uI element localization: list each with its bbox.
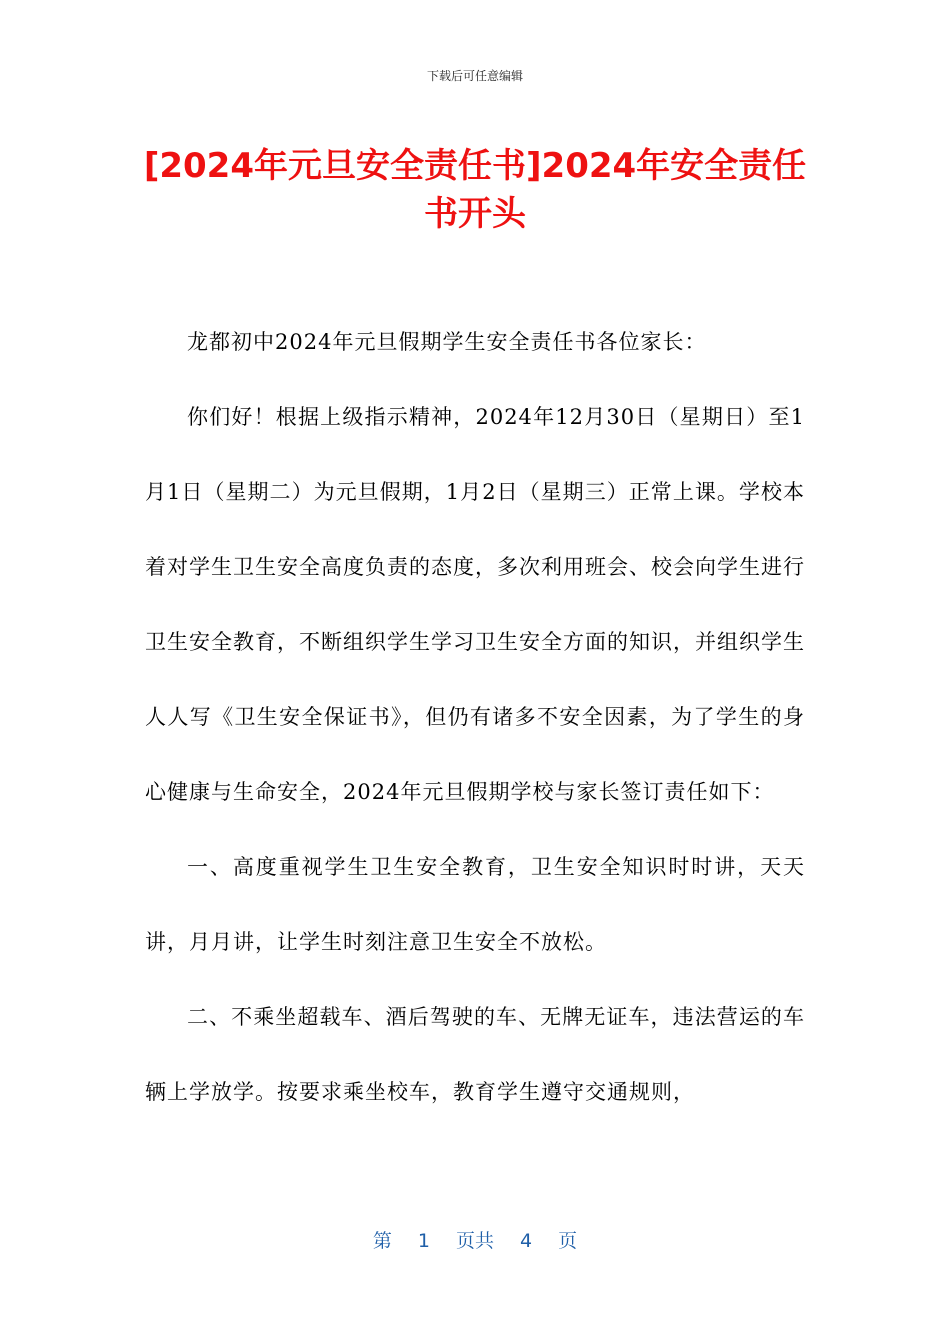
footer-total-pages: 4 [520, 1230, 533, 1252]
document-body [145, 305, 805, 1130]
footer-middle: 页共 [455, 1230, 494, 1252]
page-footer [0, 1226, 950, 1253]
footer-suffix: 页 [558, 1230, 578, 1252]
paragraph-intro: 你们好！根据上级指示精神，2024年12月30日（星期日）至1月1日（星期二）为元旦假期，1月2日（星期三）正常上课。学校本着对学生卫生安全高度负责的态度，多次利用班会、校会向学生进行卫生安全教育，不断组织学生学习卫生安全方面的知识，并组织学生人人写《卫生安全保证书》，但仍有诸多不安全因素，为了学生的身心健康与生命安全，2024年元旦假期学校与家长签订责任如下： [145, 405, 805, 804]
paragraph-item-1: 一、高度重视学生卫生安全教育，卫生安全知识时时讲，天天讲，月月讲，让学生时刻注意卫生安全不放松。 [145, 855, 805, 954]
header-note: 下载后可任意编辑 [426, 69, 523, 83]
footer-page-number: 1 [417, 1230, 430, 1252]
document-title: [2024年元旦安全责任书]2024年安全责任书开头 [143, 146, 807, 234]
paragraph-item-2: 二、不乘坐超载车、酒后驾驶的车、无牌无证车，违法营运的车辆上学放学。按要求乘坐校车，教育学生遵守交通规则， [145, 1005, 805, 1104]
footer-prefix: 第 [372, 1230, 392, 1252]
paragraph-greeting: 龙都初中2024年元旦假期学生安全责任书各位家长： [187, 330, 707, 354]
